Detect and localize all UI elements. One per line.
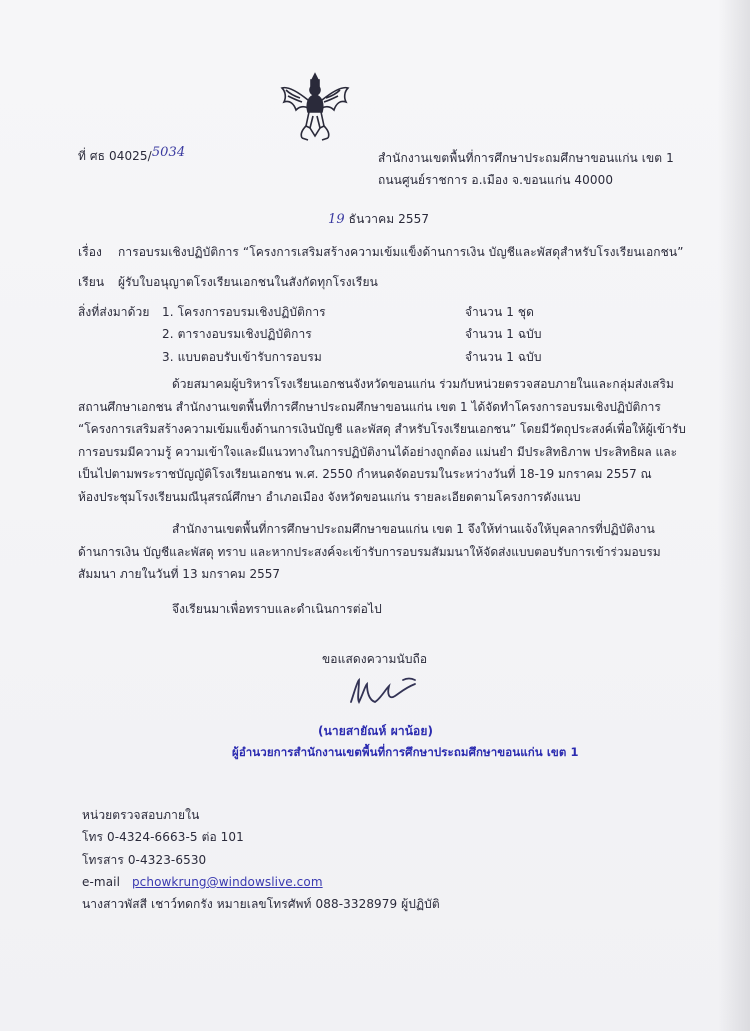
paragraph-line: การอบรมมีความรู้ ความเข้าใจและมีแนวทางในการปฏิบัติงานได้อย่างถูกต้อง แม่นยำ มีประสิทธิภาพ ประสิทธิผล และ (78, 444, 678, 459)
office-address-line2: ถนนศูนย์ราชการ อ.เมือง จ.ขอนแก่น 40000 (378, 173, 614, 187)
paragraph-line: สัมมนา ภายในวันที่ 13 มกราคม 2557 (78, 567, 281, 581)
enclosure-item: 1. โครงการอบรมเชิงปฏิบัติการ (162, 305, 326, 319)
date-month-year: ธันวาคม 2557 (348, 212, 430, 226)
contact-email-row (82, 874, 323, 890)
recipient-label: เรียน (78, 275, 105, 289)
reference-prefix: ที่ ศธ 04025/ (78, 149, 152, 163)
subject-label: เรื่อง (78, 245, 103, 259)
body-paragraph-3: จึงเรียนมาเพื่อทราบและดำเนินการต่อไป (172, 602, 382, 616)
paragraph-line: ด้วยสมาคมผู้บริหารโรงเรียนเอกชนจังหวัดขอนแก่น ร่วมกับหน่วยตรวจสอบภายในและกลุ่มส่งเสริม (172, 377, 674, 391)
letter-date (328, 211, 429, 228)
enclosure-item: 3. แบบตอบรับเข้ารับการอบรม (162, 350, 322, 364)
reference-handwritten-number: 5034 (151, 145, 186, 160)
garuda-emblem-icon (280, 70, 350, 142)
paragraph-line: “โครงการเสริมสร้างความเข้มแข็งด้านการเงินบัญชี และพัสดุ สำหรับโรงเรียนเอกชน” โดยมีวัตถุประสงค์เพื่อให้ผู้เข้ารับ (78, 422, 686, 436)
paragraph-line: สำนักงานเขตพื้นที่การศึกษาประถมศึกษาขอนแก่น เขต 1 จึงให้ท่านแจ้งให้บุคลากรที่ปฏิบัติงาน (172, 522, 655, 536)
contact-unit: หน่วยตรวจสอบภายใน (82, 808, 200, 822)
paragraph-line: สถานศึกษาเอกชน สำนักงานเขตพื้นที่การศึกษาประถมศึกษาขอนแก่น เขต 1 ได้จัดทำโครงการอบรมเชิงปฏิบัติการ (78, 399, 661, 414)
paragraph-line: ห้องประชุมโรงเรียนมณีนุสรณ์ศึกษา อำเภอเมือง จังหวัดขอนแก่น รายละเอียดตามโครงการดังแนบ (78, 489, 581, 504)
enclosure-qty: จำนวน 1 ฉบับ (465, 350, 542, 364)
enclosures-label: สิ่งที่ส่งมาด้วย (78, 305, 150, 319)
contact-phone: โทร 0-4324-6663-5 ต่อ 101 (82, 830, 244, 844)
subject-text: การอบรมเชิงปฏิบัติการ “โครงการเสริมสร้างความเข้มแข็งด้านการเงิน บัญชีและพัสดุสำหรับโรงเรียนเอกชน” (118, 245, 684, 259)
email-link[interactable]: pchowkrung@windowslive.com (131, 875, 323, 889)
paragraph-line: เป็นไปตามพระราชบัญญัติโรงเรียนเอกชน พ.ศ. 2550 กำหนดจัดอบรมในระหว่างวันที่ 18-19 มกราคม 2557 ณ (78, 467, 652, 481)
contact-fax: โทรสาร 0-4323-6530 (82, 853, 207, 867)
enclosure-qty: จำนวน 1 ฉบับ (465, 327, 542, 341)
body-paragraph-1 (0, 373, 686, 508)
office-address-line1: สำนักงานเขตพื้นที่การศึกษาประถมศึกษาขอนแก่น เขต 1 (378, 151, 674, 165)
enclosure-qty: จำนวน 1 ชุด (465, 305, 535, 319)
handwritten-signature (345, 672, 425, 712)
date-day-handwritten: 19 (328, 212, 345, 227)
paragraph-line: ด้านการเงิน บัญชีและพัสดุ ทราบ และหากประสงค์จะเข้ารับการอบรมสัมมนาให้จัดส่งแบบตอบรับการเข้าร่วมอบรม (78, 544, 661, 559)
closing-regards: ขอแสดงความนับถือ (322, 652, 428, 666)
signer-title: ผู้อำนวยการสำนักงานเขตพื้นที่การศึกษาประถมศึกษาขอนแก่น เขต 1 (232, 745, 579, 759)
body-paragraph-2 (0, 518, 661, 586)
reference-number (78, 145, 186, 165)
email-label: e-mail (82, 875, 121, 889)
recipient-text: ผู้รับใบอนุญาตโรงเรียนเอกชนในสังกัดทุกโรงเรียน (118, 275, 378, 289)
enclosure-item: 2. ตารางอบรมเชิงปฏิบัติการ (162, 327, 312, 341)
scan-edge-shadow (718, 0, 750, 1031)
contact-officer: นางสาวพัสสี เชาว์ทดกรัง หมายเลขโทรศัพท์ 088-3328979 ผู้ปฏิบัติ (82, 897, 440, 911)
signer-name: (นายสายัณห์ ผาน้อย) (318, 724, 434, 738)
